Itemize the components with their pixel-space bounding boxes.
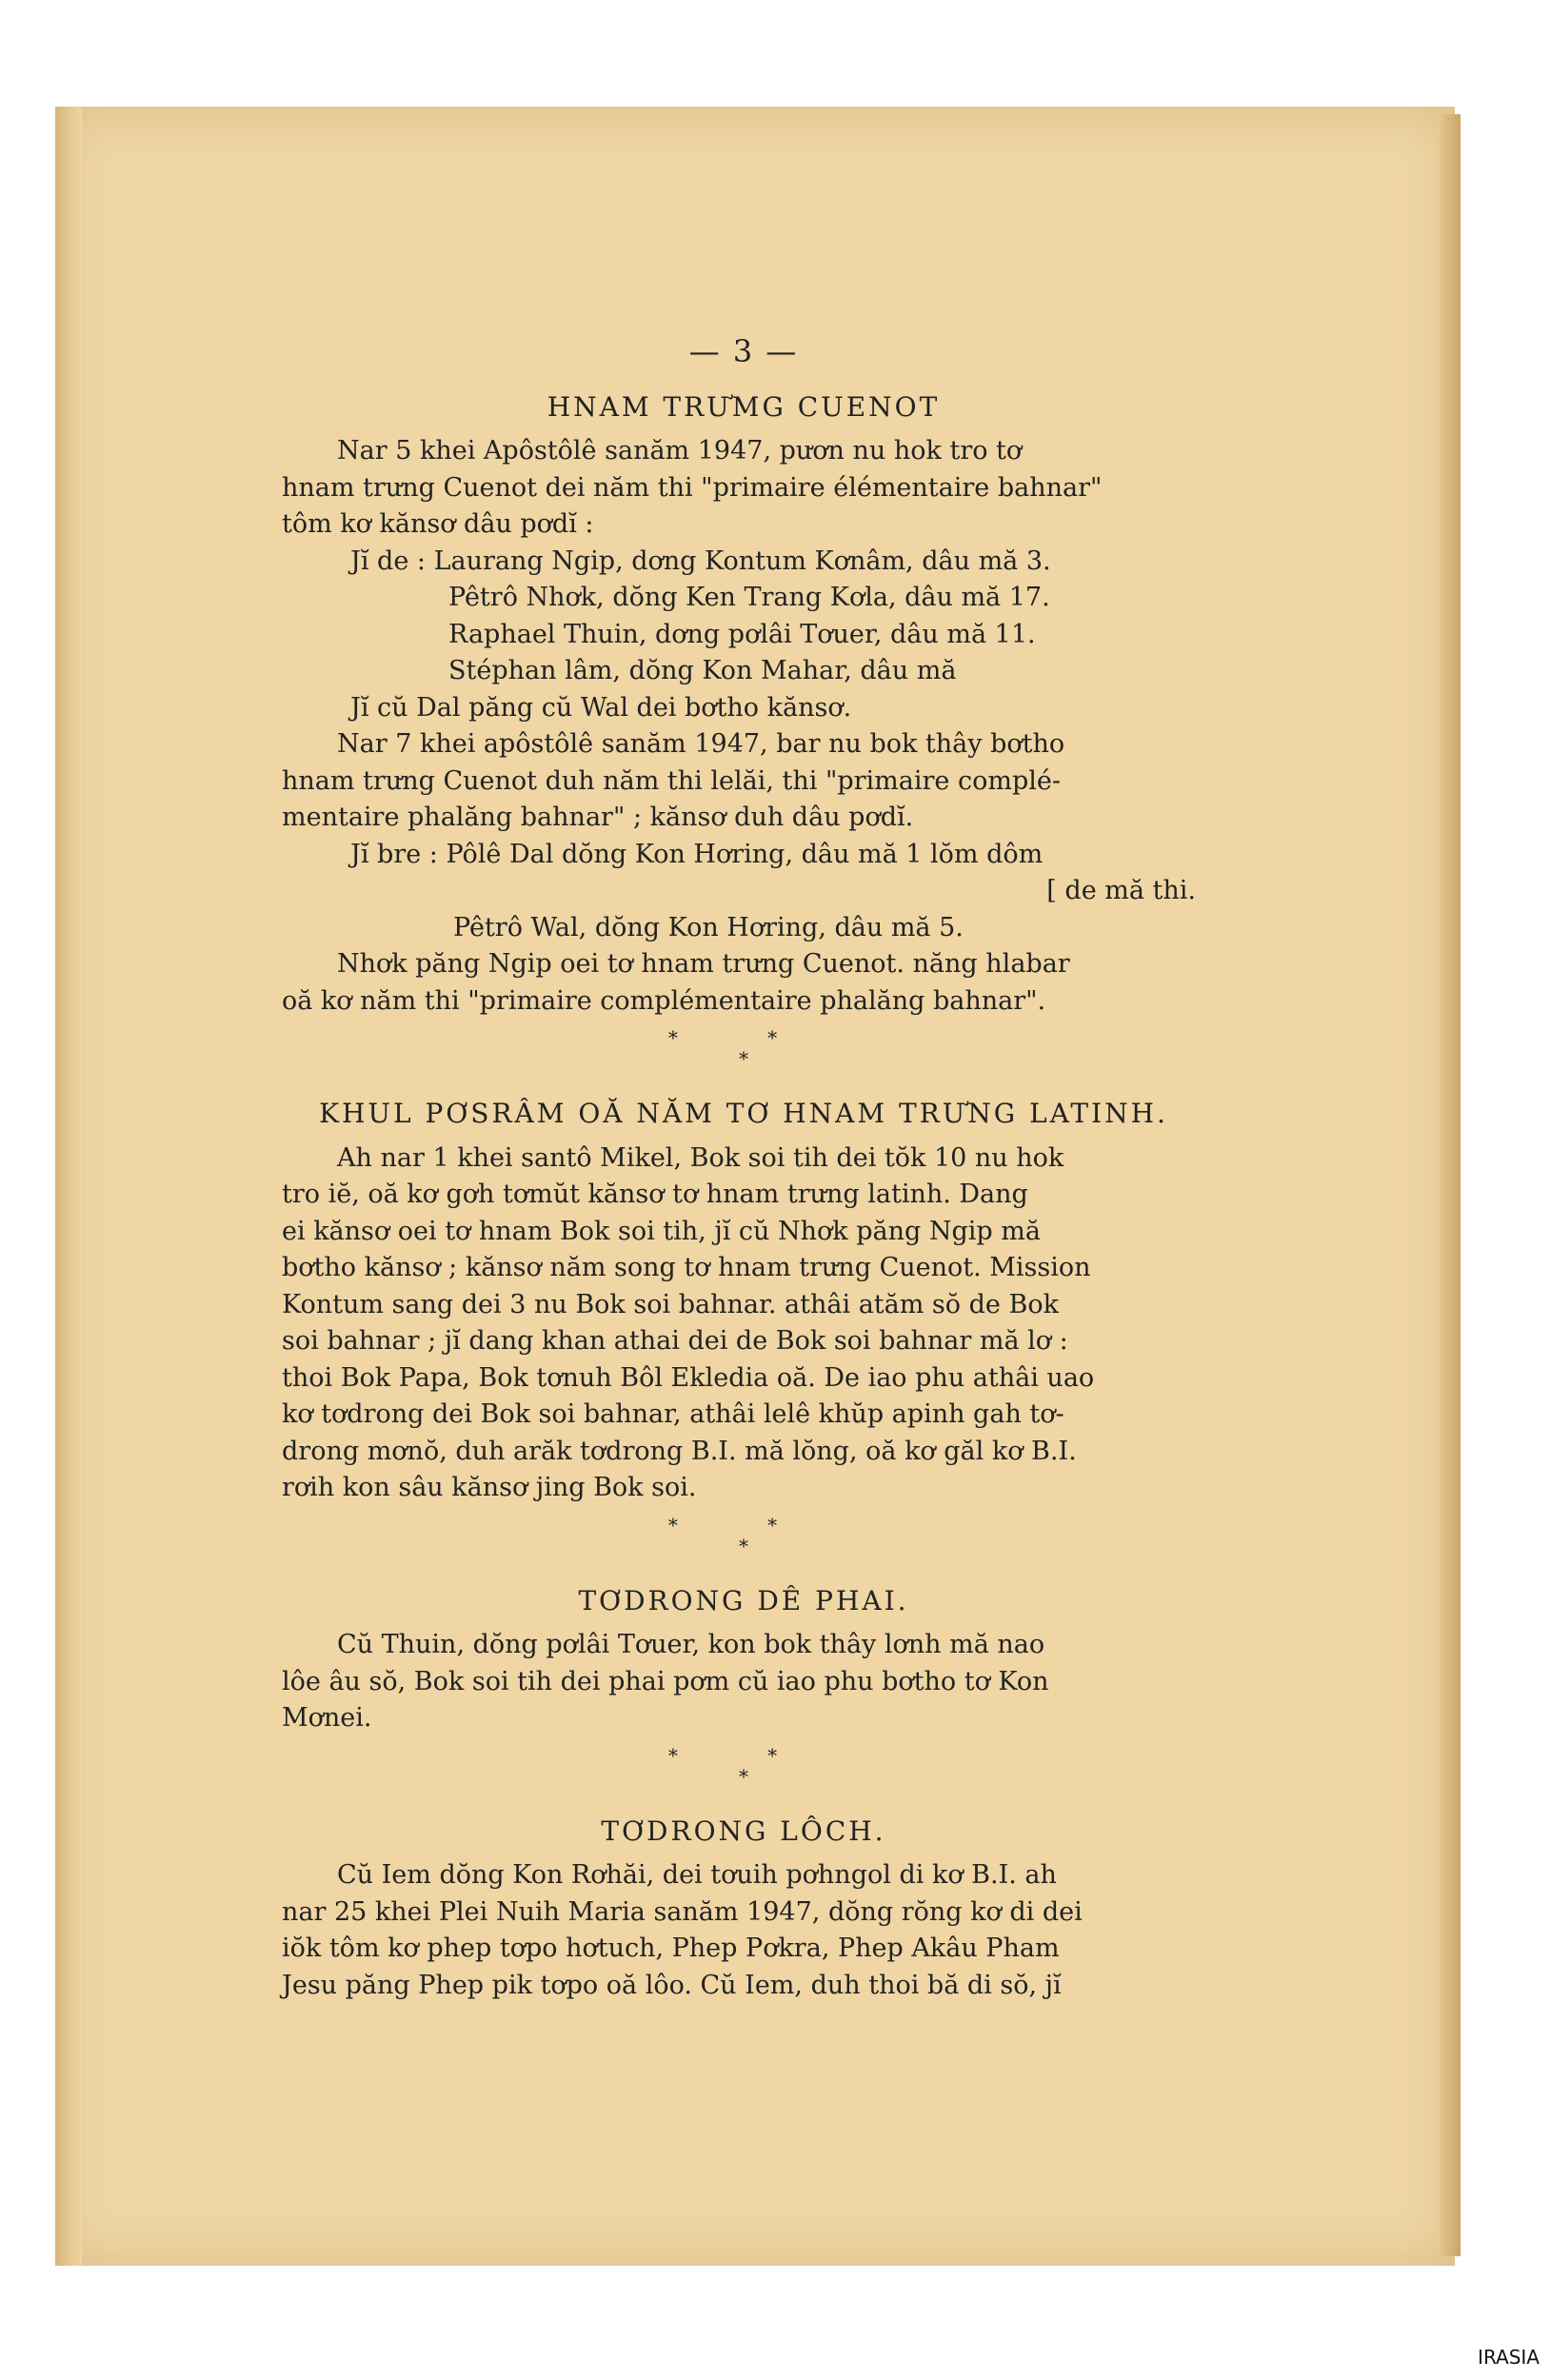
- text-line: lôe âu sŏ, Bok soi tih dei phai pơm cŭ iao phu bơtho tơ Kon: [282, 1666, 1049, 1696]
- section-separator: [282, 1027, 1205, 1069]
- text-line: Stéphan lâm, dŏng Kon Mahar, dâu mă: [448, 656, 957, 685]
- section-title-todrong-loch: TƠDRONG LÔCH.: [601, 1815, 886, 1847]
- separator-star: *: [739, 1047, 748, 1070]
- section-title-hnam-trung-cuenot: HNAM TRƯMG CUENOT: [547, 390, 941, 423]
- text-line: Cŭ Iem dŏng Kon Rơhăi, dei tơuih pơhngol di kơ B.I. ah: [337, 1860, 1057, 1890]
- text-line: nar 25 khei Plei Nuih Maria sanăm 1947, dŏng rŏng kơ di dei: [282, 1896, 1083, 1927]
- text-line: Kontum sang dei 3 nu Bok soi bahnar. athâi atăm sŏ de Bok: [282, 1289, 1059, 1319]
- text-line: Jĭ cŭ Dal păng cŭ Wal dei bơtho kănsơ.: [350, 692, 852, 723]
- section-separator: [282, 1515, 1205, 1557]
- text-line: Mơnei.: [282, 1703, 372, 1733]
- text-line: Cŭ Thuin, dŏng pơlâi Tơuer, kon bok thây lơnh mă nao: [337, 1630, 1045, 1659]
- text-line: oă kơ năm thi "primaire complémentaire phalăng bahnar".: [282, 985, 1046, 1016]
- text-line: Nar 5 khei Apôstôlê sanăm 1947, pươn nu hok tro tơ: [337, 436, 1023, 466]
- text-line: hnam trưng Cuenot dei năm thi "primaire élémentaire bahnar": [282, 472, 1103, 503]
- separator-stars: * *: [667, 1743, 820, 1767]
- text-line: kơ tơdrong dei Bok soi bahnar, athâi lelê khŭp apinh gah tơ-: [282, 1399, 1064, 1429]
- text-line: iŏk tôm kơ phep tơpo hơtuch, Phep Pơkra, Phep Akâu Pham: [282, 1934, 1060, 1963]
- text-line: thoi Bok Papa, Bok tơnuh Bôl Ekledia oă. De iao phu athâi uao: [282, 1362, 1095, 1393]
- text-line: Pêtrô Wal, dŏng Kon Hơring, dâu mă 5.: [453, 912, 964, 942]
- paper-edge: [1440, 114, 1461, 2256]
- text-line: drong mơnŏ, duh arăk tơdrong B.I. mă lŏng, oă kơ găl kơ B.I.: [282, 1436, 1077, 1466]
- page-number: — 3 —: [688, 333, 799, 369]
- text-line: Jĭ bre : Pôlê Dal dŏng Kon Hơring, dâu mă 1 lŏm dôm: [350, 839, 1044, 869]
- paper-fold: [55, 107, 82, 2266]
- text-line: soi bahnar ; jĭ dang khan athai dei de Bok soi bahnar mă lơ :: [282, 1326, 1068, 1356]
- text-line: Ah nar 1 khei santô Mikel, Bok soi tih dei tŏk 10 nu hok: [337, 1142, 1064, 1173]
- text-line: Raphael Thuin, dơng pơlâi Tơuer, dâu mă 11.: [448, 619, 1036, 649]
- text-line: hnam trưng Cuenot duh năm thi lelăi, thi "primaire complé-: [282, 765, 1061, 796]
- text-line: [ de mă thi.: [1046, 876, 1196, 905]
- section-title-khul-posram: KHUL PƠSRÂM OĂ NĂM TƠ HNAM TRƯNG LATINH.: [319, 1098, 1168, 1129]
- text-line: Nhơk păng Ngip oei tơ hnam trưng Cuenot. năng hlabar: [337, 949, 1070, 979]
- separator-stars: * *: [667, 1513, 820, 1537]
- text-line: Pêtrô Nhơk, dŏng Ken Trang Kơla, dâu mă 17.: [448, 583, 1050, 612]
- text-line: ei kănsơ oei tơ hnam Bok soi tih, jĭ cŭ Nhơk păng Ngip mă: [282, 1216, 1041, 1246]
- text-line: rơih kon sâu kănsơ jing Bok soi.: [282, 1473, 697, 1502]
- watermark-irasia: IRASIA: [1478, 2346, 1540, 2369]
- text-line: tro iĕ, oă kơ gơh tơmŭt kănsơ tơ hnam trưng latinh. Dang: [282, 1180, 1028, 1209]
- text-line: bơtho kănsơ ; kănsơ năm song tơ hnam trưng Cuenot. Mission: [282, 1253, 1091, 1282]
- separator-stars: * *: [667, 1026, 820, 1049]
- text-line: Jesu păng Phep pik tơpo oă lôo. Cŭ Iem, duh thoi bă di sŏ, jĭ: [282, 1970, 1062, 2000]
- text-line: Jĭ de : Laurang Ngip, dơng Kontum Kơnâm, dâu mă 3.: [350, 545, 1051, 576]
- section-title-todrong-de-phai: TƠDRONG DÊ PHAI.: [578, 1584, 909, 1616]
- separator-star: *: [739, 1534, 748, 1557]
- text-line: tôm kơ kănsơ dâu pơdĭ :: [282, 509, 594, 539]
- text-line: mentaire phalăng bahnar" ; kănsơ duh dâu pơdĭ.: [282, 803, 914, 832]
- section-separator: [282, 1745, 1205, 1787]
- text-line: Nar 7 khei apôstôlê sanăm 1947, bar nu bok thây bơtho: [337, 729, 1065, 759]
- document-page: [282, 333, 1205, 2004]
- separator-star: *: [739, 1764, 748, 1788]
